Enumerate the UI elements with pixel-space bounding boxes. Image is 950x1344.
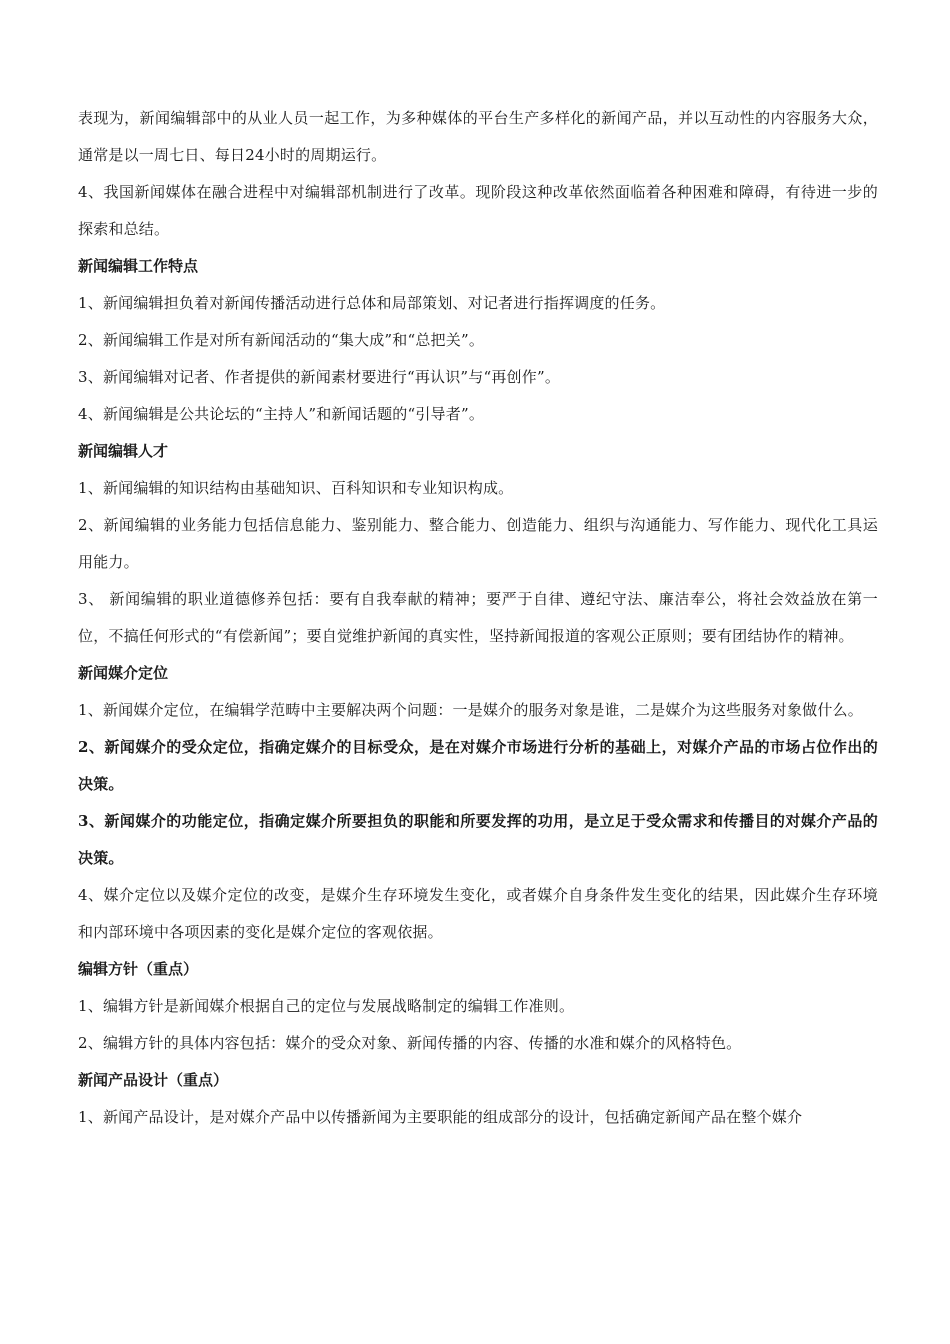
- paragraph-reform: 4、我国新闻媒体在融合进程中对编辑部机制进行了改革。现阶段这种改革依然面临着各种困难和障碍，有待进一步的探索和总结。: [78, 183, 878, 238]
- paragraph-positioning-2: 2、新闻媒介的受众定位，指确定媒介的目标受众，是在对媒介市场进行分析的基础上，对媒介产品的市场占位作出的决策。: [78, 738, 878, 793]
- paragraph-intro: 表现为，新闻编辑部中的从业人员一起工作，为多种媒体的平台生产多样化的新闻产品，并以互动性的内容服务大众，通常是以一周七日、每日24小时的周期运行。: [78, 109, 878, 164]
- paragraph-talent-3: 3、 新闻编辑的职业道德修养包括：要有自我奉献的精神；要严于自律、遵纪守法、廉洁奉公，将社会效益放在第一位，不搞任何形式的“有偿新闻”；要自觉维护新闻的真实性，坚持新闻报道的客观公正原则；要有团结协作的精神。: [78, 590, 878, 645]
- heading-editing-policy: 编辑方针（重点）: [78, 960, 199, 978]
- paragraph-feature-2: 2、新闻编辑工作是对所有新闻活动的“集大成”和“总把关”。: [78, 331, 485, 349]
- paragraph-policy-2: 2、编辑方针的具体内容包括：媒介的受众对象、新闻传播的内容、传播的水准和媒介的风格特色。: [78, 1034, 742, 1052]
- document-page: [78, 100, 878, 1136]
- paragraph-talent-2: 2、新闻编辑的业务能力包括信息能力、鉴别能力、整合能力、创造能力、组织与沟通能力、写作能力、现代化工具运用能力。: [78, 516, 878, 571]
- heading-editing-features: 新闻编辑工作特点: [78, 257, 199, 275]
- heading-editing-talent: 新闻编辑人才: [78, 442, 169, 460]
- paragraph-feature-4: 4、新闻编辑是公共论坛的“主持人”和新闻话题的“引导者”。: [78, 405, 485, 423]
- paragraph-positioning-1: 1、新闻媒介定位，在编辑学范畴中主要解决两个问题：一是媒介的服务对象是谁，二是媒介为这些服务对象做什么。: [78, 701, 863, 719]
- paragraph-feature-1: 1、新闻编辑担负着对新闻传播活动进行总体和局部策划、对记者进行指挥调度的任务。: [78, 294, 666, 312]
- paragraph-feature-3: 3、新闻编辑对记者、作者提供的新闻素材要进行“再认识”与“再创作”。: [78, 368, 561, 386]
- paragraph-policy-1: 1、编辑方针是新闻媒介根据自己的定位与发展战略制定的编辑工作准则。: [78, 997, 575, 1015]
- paragraph-talent-1: 1、新闻编辑的知识结构由基础知识、百科知识和专业知识构成。: [78, 479, 514, 497]
- paragraph-positioning-3: 3、新闻媒介的功能定位，指确定媒介所要担负的职能和所要发挥的功用，是立足于受众需求和传播目的对媒介产品的决策。: [78, 812, 878, 867]
- paragraph-positioning-4: 4、媒介定位以及媒介定位的改变，是媒介生存环境发生变化，或者媒介自身条件发生变化的结果，因此媒介生存环境和内部环境中各项因素的变化是媒介定位的客观依据。: [78, 886, 878, 941]
- heading-product-design: 新闻产品设计（重点）: [78, 1071, 229, 1089]
- heading-media-positioning: 新闻媒介定位: [78, 664, 169, 682]
- paragraph-design-1: 1、新闻产品设计，是对媒介产品中以传播新闻为主要职能的组成部分的设计，包括确定新闻产品在整个媒介: [78, 1108, 803, 1126]
